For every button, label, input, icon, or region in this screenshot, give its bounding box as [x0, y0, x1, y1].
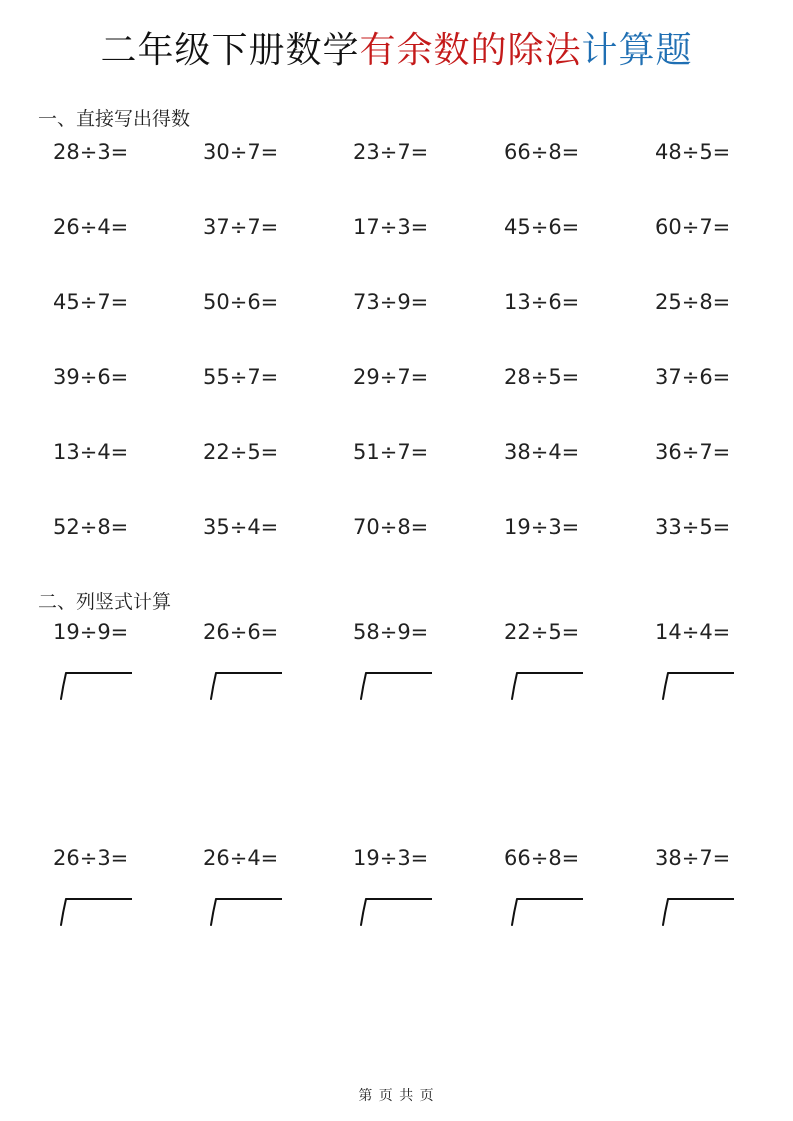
division-problem: 45÷6= — [504, 215, 580, 239]
division-problem: 39÷6= — [53, 365, 129, 389]
division-problem: 22÷5= — [504, 620, 580, 644]
division-problem: 37÷6= — [655, 365, 731, 389]
title-part-topic: 有余数的除法 — [359, 30, 582, 71]
division-problem: 19÷3= — [504, 515, 580, 539]
division-problem: 26÷4= — [203, 846, 279, 870]
division-problem: 29÷7= — [353, 365, 429, 389]
problem-row — [0, 437, 793, 467]
division-problem: 30÷7= — [203, 140, 279, 164]
problem-row — [0, 137, 793, 167]
problem-row — [0, 617, 793, 647]
division-problem: 14÷4= — [655, 620, 731, 644]
section2-heading: 二、列竖式计算 — [38, 591, 172, 613]
division-problem: 48÷5= — [655, 140, 731, 164]
division-problem: 26÷6= — [203, 620, 279, 644]
problem-row — [0, 843, 793, 873]
division-problem: 37÷7= — [203, 215, 279, 239]
problem-row — [0, 287, 793, 317]
division-problem: 45÷7= — [53, 290, 129, 314]
division-problem: 36÷7= — [655, 440, 731, 464]
division-problem: 51÷7= — [353, 440, 429, 464]
division-problem: 25÷8= — [655, 290, 731, 314]
division-problem: 66÷8= — [504, 846, 580, 870]
division-problem: 33÷5= — [655, 515, 731, 539]
long-division-bracket[interactable] — [60, 672, 132, 700]
division-problem: 19÷9= — [53, 620, 129, 644]
problem-row — [0, 212, 793, 242]
long-division-bracket[interactable] — [210, 898, 282, 926]
problem-row — [0, 362, 793, 392]
division-problem: 28÷3= — [53, 140, 129, 164]
long-division-bracket[interactable] — [511, 672, 583, 700]
long-division-bracket[interactable] — [662, 672, 734, 700]
division-problem: 22÷5= — [203, 440, 279, 464]
division-problem: 35÷4= — [203, 515, 279, 539]
title-part-type: 计算题 — [581, 30, 693, 71]
long-division-bracket[interactable] — [360, 672, 432, 700]
division-problem: 26÷3= — [53, 846, 129, 870]
section1-heading: 一、直接写出得数 — [38, 108, 191, 130]
problem-row — [0, 512, 793, 542]
division-problem: 26÷4= — [53, 215, 129, 239]
long-division-bracket[interactable] — [662, 898, 734, 926]
division-problem: 73÷9= — [353, 290, 429, 314]
division-problem: 28÷5= — [504, 365, 580, 389]
division-problem: 50÷6= — [203, 290, 279, 314]
page-title — [0, 26, 793, 76]
division-problem: 66÷8= — [504, 140, 580, 164]
long-division-bracket[interactable] — [210, 672, 282, 700]
title-part-grade: 二年级下册数学 — [100, 30, 360, 71]
division-problem: 13÷4= — [53, 440, 129, 464]
division-problem: 17÷3= — [353, 215, 429, 239]
division-problem: 60÷7= — [655, 215, 731, 239]
long-division-bracket[interactable] — [60, 898, 132, 926]
division-problem: 19÷3= — [353, 846, 429, 870]
page-footer: 第 页 共 页 — [358, 1088, 435, 1104]
division-problem: 23÷7= — [353, 140, 429, 164]
division-problem: 58÷9= — [353, 620, 429, 644]
division-problem: 13÷6= — [504, 290, 580, 314]
division-problem: 55÷7= — [203, 365, 279, 389]
long-division-bracket[interactable] — [511, 898, 583, 926]
division-problem: 38÷4= — [504, 440, 580, 464]
division-problem: 52÷8= — [53, 515, 129, 539]
long-division-bracket[interactable] — [360, 898, 432, 926]
division-problem: 38÷7= — [655, 846, 731, 870]
division-problem: 70÷8= — [353, 515, 429, 539]
